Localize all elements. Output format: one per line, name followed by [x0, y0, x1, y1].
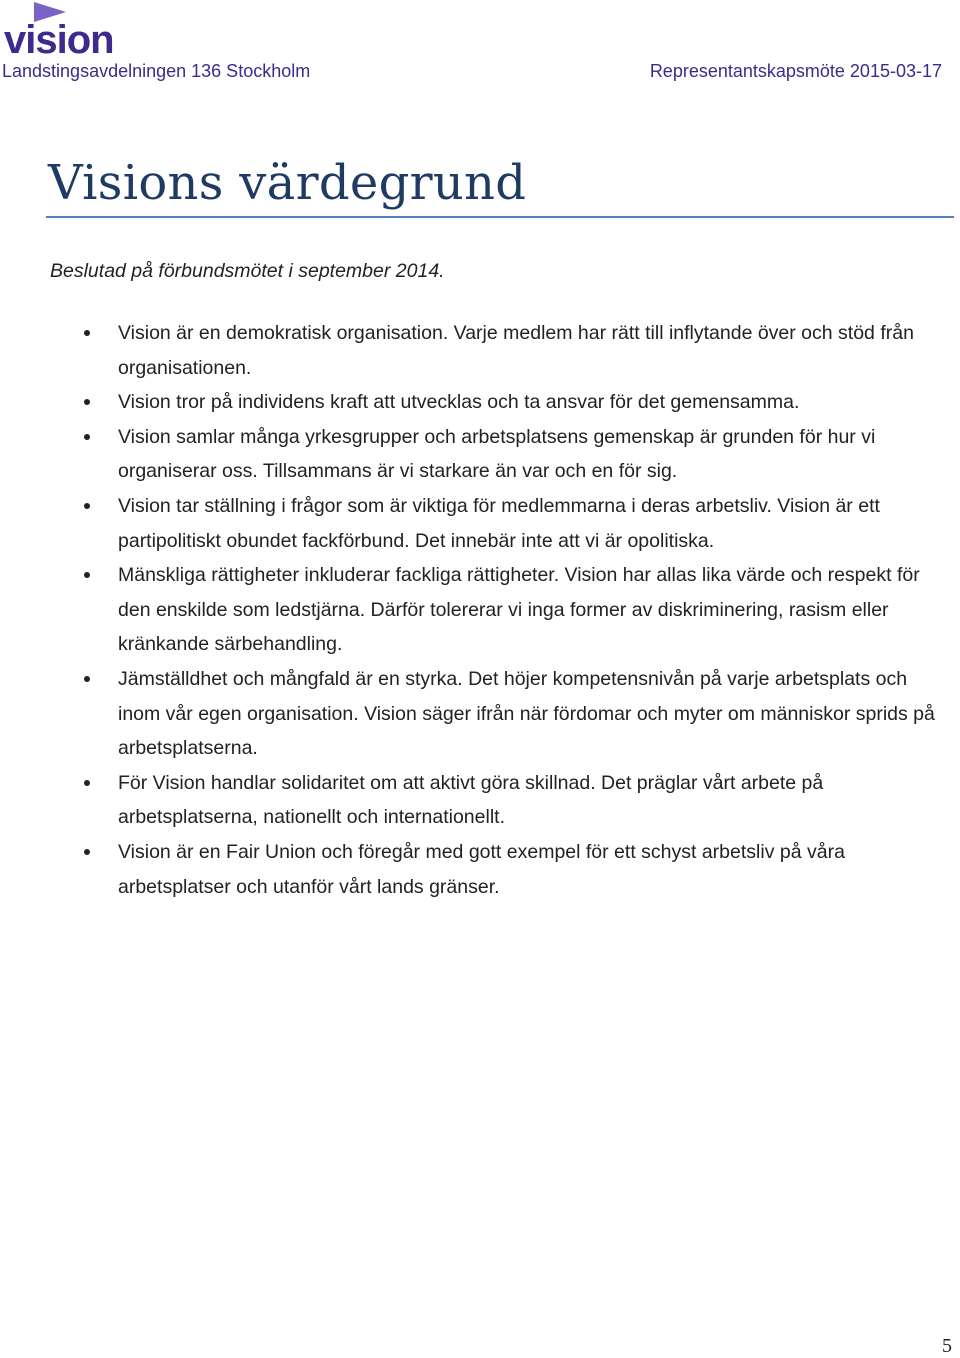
list-item-text: För Vision handlar solidaritet om att aktivt göra skillnad. Det präglar vårt arbete på arbetsplatserna, nationellt och internationellt.	[118, 771, 824, 829]
page-title: Visions värdegrund	[48, 155, 527, 211]
list-item	[0, 835, 960, 904]
bullet-icon	[84, 434, 90, 440]
vision-logo	[4, 0, 134, 60]
document-subtitle: Beslutad på förbundsmötet i september 2014.	[50, 260, 445, 282]
list-item-text: Vision är en Fair Union och föregår med gott exempel för ett schyst arbetsliv på våra arbetsplatser och utanför vårt lands gränser.	[118, 840, 845, 898]
list-item-text: Jämställdhet och mångfald är en styrka. Det höjer kompetensnivån på varje arbetsplats och inom vår egen organisation. Vision säger ifrån när fördomar och myter om människor sprids på arbetsplatserna.	[118, 667, 935, 760]
list-item	[0, 420, 960, 489]
bullet-icon	[84, 780, 90, 786]
list-item	[0, 489, 960, 558]
list-item	[0, 766, 960, 835]
list-item-text: Vision tar ställning i frågor som är viktiga för medlemmarna i deras arbetsliv. Vision är ett partipolitiskt obundet fackförbund. Det innebär inte att vi är opolitiska.	[118, 494, 880, 552]
bullet-icon	[84, 399, 90, 405]
bullet-icon	[84, 849, 90, 855]
list-item-text: Vision tror på individens kraft att utvecklas och ta ansvar för det gemensamma.	[118, 391, 800, 414]
list-item-text: Mänskliga rättigheter inkluderar fackliga rättigheter. Vision har allas lika värde och respekt för den enskilde som ledstjärna. Därför tolererar vi inga former av diskriminering, rasism eller kränkande särbehandling.	[118, 564, 920, 656]
bullet-icon	[84, 330, 90, 336]
logo-wordmark: vision	[4, 18, 114, 60]
header-meeting-date: Representantskapsmöte 2015-03-17	[649, 61, 942, 81]
bullet-icon	[84, 572, 90, 578]
list-item	[0, 385, 960, 420]
list-item-text: Vision är en demokratisk organisation. Varje medlem har rätt till inflytande över och stöd från organisationen.	[118, 322, 914, 379]
list-item-text: Vision samlar många yrkesgrupper och arbetsplatsens gemenskap är grunden för hur vi organiserar oss. Tillsammans är vi starkare än var och en för sig.	[118, 425, 876, 483]
page-number: 5	[942, 1335, 952, 1357]
list-item	[0, 662, 960, 766]
list-item	[0, 558, 960, 662]
list-item	[0, 316, 960, 385]
bullet-icon	[84, 503, 90, 509]
header-organization: Landstingsavdelningen 136 Stockholm	[2, 61, 311, 81]
title-divider	[46, 216, 954, 218]
bullet-icon	[84, 676, 90, 682]
values-list	[0, 316, 960, 904]
